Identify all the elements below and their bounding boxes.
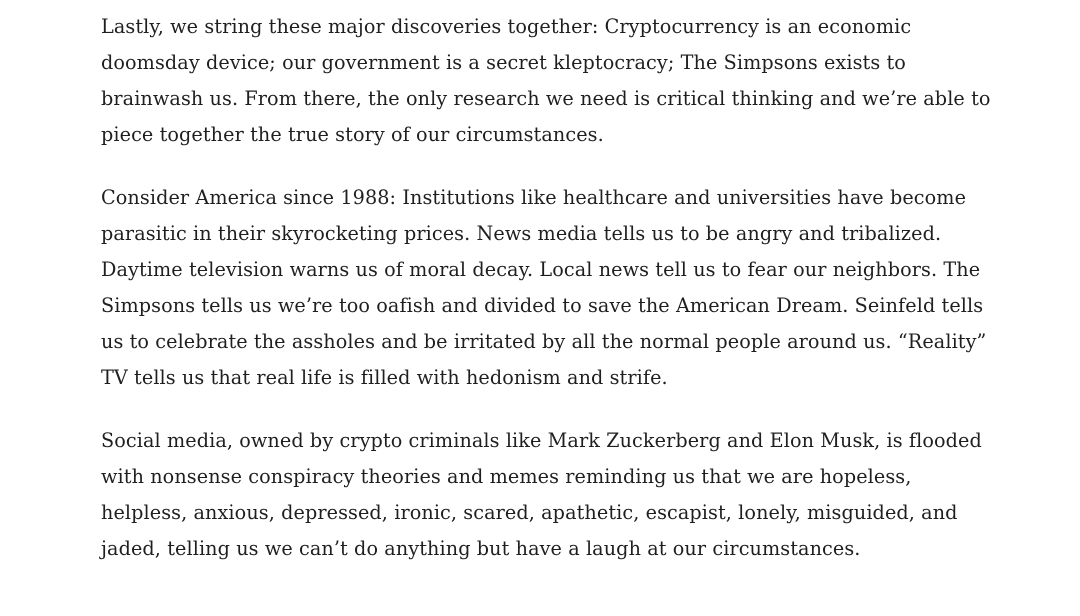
paragraph-america-since-1988: Consider America since 1988: Institutions like healthcare and universities have become parasitic in their skyrocketing prices. News media tells us to be angry and tribalized. Daytime television warns us of moral decay. Local news tell us to fear our neighbors. The Simpsons tells us we’re too oafish and divided to save the American Dream. Seinfeld tells us to celebrate the assholes and be irritated by all the normal people around us. “Reality” TV tells us that real life is filled with hedonism and strife. bbox=[101, 186, 987, 389]
article-body bbox=[101, 9, 1001, 567]
paragraph-social-media: Social media, owned by crypto criminals like Mark Zuckerberg and Elon Musk, is flooded with nonsense conspiracy theories and memes reminding us that we are hopeless, helpless, anxious, depressed, ironic, scared, apathetic, escapist, lonely, misguided, and jaded, telling us we can’t do anything but have a laugh at our circumstances. bbox=[101, 429, 982, 560]
paragraph-discoveries: Lastly, we string these major discoveries together: Cryptocurrency is an economic doomsday device; our government is a secret kleptocracy; The Simpsons exists to brainwash us. From there, the only research we need is critical thinking and we’re able to piece together the true story of our circumstances. bbox=[101, 15, 991, 146]
